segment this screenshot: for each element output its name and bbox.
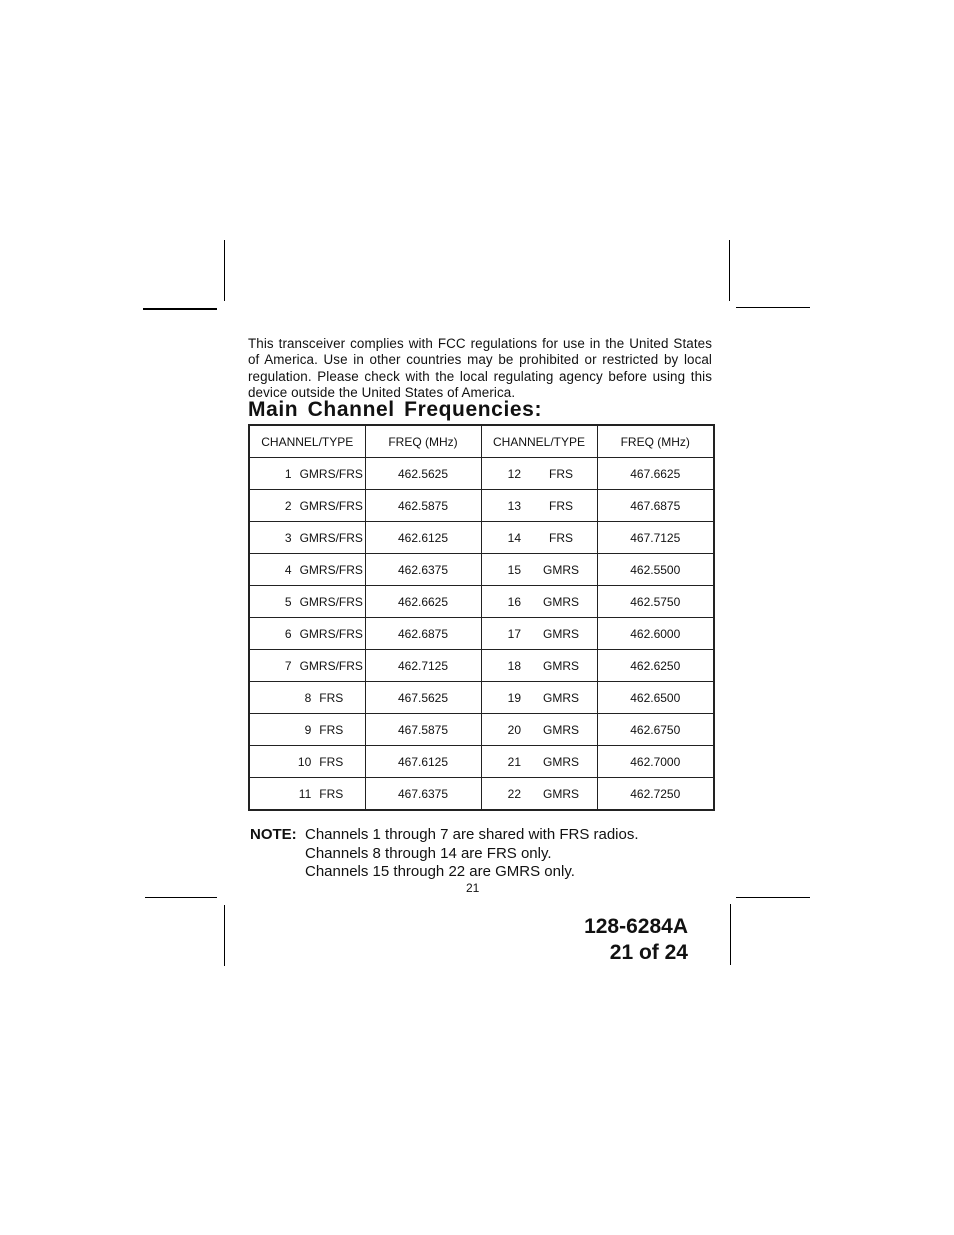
frequency-cell xyxy=(597,714,714,746)
channel-number: 19 xyxy=(507,690,521,705)
note-label: NOTE: xyxy=(250,826,297,843)
channel-number: 2 xyxy=(284,498,292,513)
frequency-cell xyxy=(365,714,481,746)
frequency-value: 462.6250 xyxy=(630,658,681,673)
frequency-cell xyxy=(597,458,714,490)
frequency-value: 462.7250 xyxy=(630,786,681,801)
channel-type-cell xyxy=(249,490,365,522)
frequency-value: 467.6125 xyxy=(397,754,449,769)
table-row xyxy=(249,490,714,522)
frequency-value: 462.5625 xyxy=(397,466,449,481)
frequency-value: 467.6875 xyxy=(630,498,681,513)
frequency-cell xyxy=(365,554,481,586)
frequency-cell xyxy=(597,778,714,811)
crop-mark xyxy=(729,240,730,301)
column-header: FREQ (MHz) xyxy=(365,425,481,458)
frequency-cell xyxy=(365,458,481,490)
channel-type-cell xyxy=(249,746,365,778)
channel-number: 12 xyxy=(507,466,521,481)
channel-number: 6 xyxy=(284,626,292,641)
table-row xyxy=(249,618,714,650)
frequency-value: 462.6875 xyxy=(397,626,449,641)
channel-type: GMRS/FRS xyxy=(299,498,363,513)
frequency-value: 462.5500 xyxy=(630,562,681,577)
channel-type-cell xyxy=(481,618,597,650)
channel-number: 20 xyxy=(507,722,521,737)
channel-number: 8 xyxy=(304,690,312,705)
channel-type: FRS xyxy=(549,466,573,481)
channel-type-cell xyxy=(249,554,365,586)
crop-mark xyxy=(145,897,217,898)
table-row xyxy=(249,458,714,490)
channel-number: 21 xyxy=(507,754,521,769)
frequency-cell xyxy=(365,682,481,714)
channel-type-cell xyxy=(249,458,365,490)
channel-type: GMRS xyxy=(543,626,579,641)
frequency-cell xyxy=(597,586,714,618)
column-header: CHANNEL/TYPE xyxy=(249,425,365,458)
channel-type-cell xyxy=(481,490,597,522)
channel-number: 15 xyxy=(507,562,521,577)
frequency-value: 462.7000 xyxy=(630,754,681,769)
channel-number: 3 xyxy=(284,530,292,545)
page-title: Main Channel Frequencies: xyxy=(248,398,543,421)
frequency-cell xyxy=(597,682,714,714)
channel-type: FRS xyxy=(319,690,344,705)
frequency-value: 462.6375 xyxy=(397,562,449,577)
frequency-value: 462.6750 xyxy=(630,722,681,737)
intro-paragraph: This transceiver complies with FCC regulations for use in the United States of America. Use in other countries may be prohibited or restricted by local regulation. Please check with the local regulating agency before using this device outside the United States of America. xyxy=(248,336,712,400)
channel-type: GMRS xyxy=(543,658,579,673)
frequency-value: 462.7125 xyxy=(397,658,449,673)
note-line: Channels 8 through 14 are FRS only. xyxy=(305,844,552,862)
column-header: FREQ (MHz) xyxy=(597,425,714,458)
frequency-cell xyxy=(597,554,714,586)
table-row xyxy=(249,682,714,714)
channel-type: GMRS/FRS xyxy=(299,594,363,609)
table-row xyxy=(249,522,714,554)
channel-type: FRS xyxy=(549,530,573,545)
channel-type-cell xyxy=(249,618,365,650)
page-number: 21 xyxy=(466,881,480,895)
channel-type-cell xyxy=(249,714,365,746)
channel-number: 13 xyxy=(507,498,521,513)
frequency-value: 467.6625 xyxy=(630,466,681,481)
channel-type: GMRS xyxy=(543,722,579,737)
channel-type: GMRS xyxy=(543,786,579,801)
table-row xyxy=(249,778,714,811)
channel-type: FRS xyxy=(319,754,344,769)
frequency-value: 467.5875 xyxy=(397,722,449,737)
frequency-cell xyxy=(365,490,481,522)
channel-number: 16 xyxy=(507,594,521,609)
crop-mark xyxy=(224,905,225,966)
frequency-cell xyxy=(365,778,481,811)
channel-type: FRS xyxy=(549,498,573,513)
channel-number: 7 xyxy=(284,658,292,673)
column-header: CHANNEL/TYPE xyxy=(481,425,597,458)
channel-type-cell xyxy=(481,522,597,554)
channel-type: FRS xyxy=(319,722,344,737)
channel-type-cell xyxy=(249,586,365,618)
channel-number: 14 xyxy=(507,530,521,545)
channel-type-cell xyxy=(481,650,597,682)
frequency-cell xyxy=(365,650,481,682)
frequency-cell xyxy=(597,650,714,682)
table-row xyxy=(249,554,714,586)
channel-number: 10 xyxy=(297,754,312,769)
channel-type: GMRS/FRS xyxy=(299,562,363,577)
frequency-cell xyxy=(597,490,714,522)
frequency-value: 462.6500 xyxy=(630,690,681,705)
channel-type-cell xyxy=(481,682,597,714)
note-line: Channels 15 through 22 are GMRS only. xyxy=(305,863,575,881)
frequency-cell xyxy=(365,586,481,618)
table-row xyxy=(249,714,714,746)
frequency-value: 462.5875 xyxy=(397,498,449,513)
channel-type-cell xyxy=(249,682,365,714)
channel-type-cell xyxy=(481,778,597,811)
channel-type-cell xyxy=(249,778,365,811)
crop-mark xyxy=(730,904,731,965)
channel-type: GMRS xyxy=(543,562,579,577)
channel-number: 22 xyxy=(507,786,521,801)
channel-number: 5 xyxy=(284,594,292,609)
frequency-value: 462.5750 xyxy=(630,594,681,609)
frequency-table xyxy=(248,424,715,811)
channel-type: GMRS xyxy=(543,754,579,769)
frequency-cell xyxy=(365,746,481,778)
channel-type: GMRS/FRS xyxy=(299,626,363,641)
crop-mark xyxy=(736,897,810,898)
channel-number: 11 xyxy=(298,786,312,801)
crop-mark xyxy=(736,307,810,308)
channel-number: 4 xyxy=(284,562,292,577)
document-number: 128-6284A xyxy=(584,915,688,938)
channel-type: GMRS xyxy=(543,594,579,609)
frequency-cell xyxy=(365,522,481,554)
frequency-value: 467.6375 xyxy=(397,786,449,801)
crop-mark xyxy=(143,308,217,310)
channel-type-cell xyxy=(481,586,597,618)
channel-type-cell xyxy=(249,522,365,554)
channel-number: 1 xyxy=(284,466,292,481)
channel-type-cell xyxy=(481,746,597,778)
channel-type: GMRS/FRS xyxy=(299,466,363,481)
channel-type-cell xyxy=(249,650,365,682)
frequency-value: 462.6125 xyxy=(397,530,449,545)
document-page: 21 of 24 xyxy=(609,941,688,964)
frequency-value: 467.7125 xyxy=(630,530,681,545)
channel-number: 17 xyxy=(507,626,521,641)
channel-type: GMRS/FRS xyxy=(299,658,363,673)
frequency-cell xyxy=(597,618,714,650)
frequency-cell xyxy=(597,522,714,554)
channel-type-cell xyxy=(481,458,597,490)
frequency-value: 462.6625 xyxy=(397,594,449,609)
note-line: Channels 1 through 7 are shared with FRS radios. xyxy=(305,826,639,843)
frequency-cell xyxy=(597,746,714,778)
channel-type-cell xyxy=(481,714,597,746)
channel-type: FRS xyxy=(319,786,344,801)
document-number-block xyxy=(560,914,688,966)
frequency-cell xyxy=(365,618,481,650)
channel-number: 18 xyxy=(507,658,521,673)
channel-type: GMRS xyxy=(543,690,579,705)
channel-number: 9 xyxy=(304,722,312,737)
table-header-row xyxy=(249,425,714,458)
crop-mark xyxy=(224,240,225,301)
table-row xyxy=(249,746,714,778)
frequency-value: 462.6000 xyxy=(630,626,681,641)
table-row xyxy=(249,586,714,618)
table-row xyxy=(249,650,714,682)
channel-type-cell xyxy=(481,554,597,586)
frequency-value: 467.5625 xyxy=(397,690,449,705)
channel-type: GMRS/FRS xyxy=(299,530,363,545)
